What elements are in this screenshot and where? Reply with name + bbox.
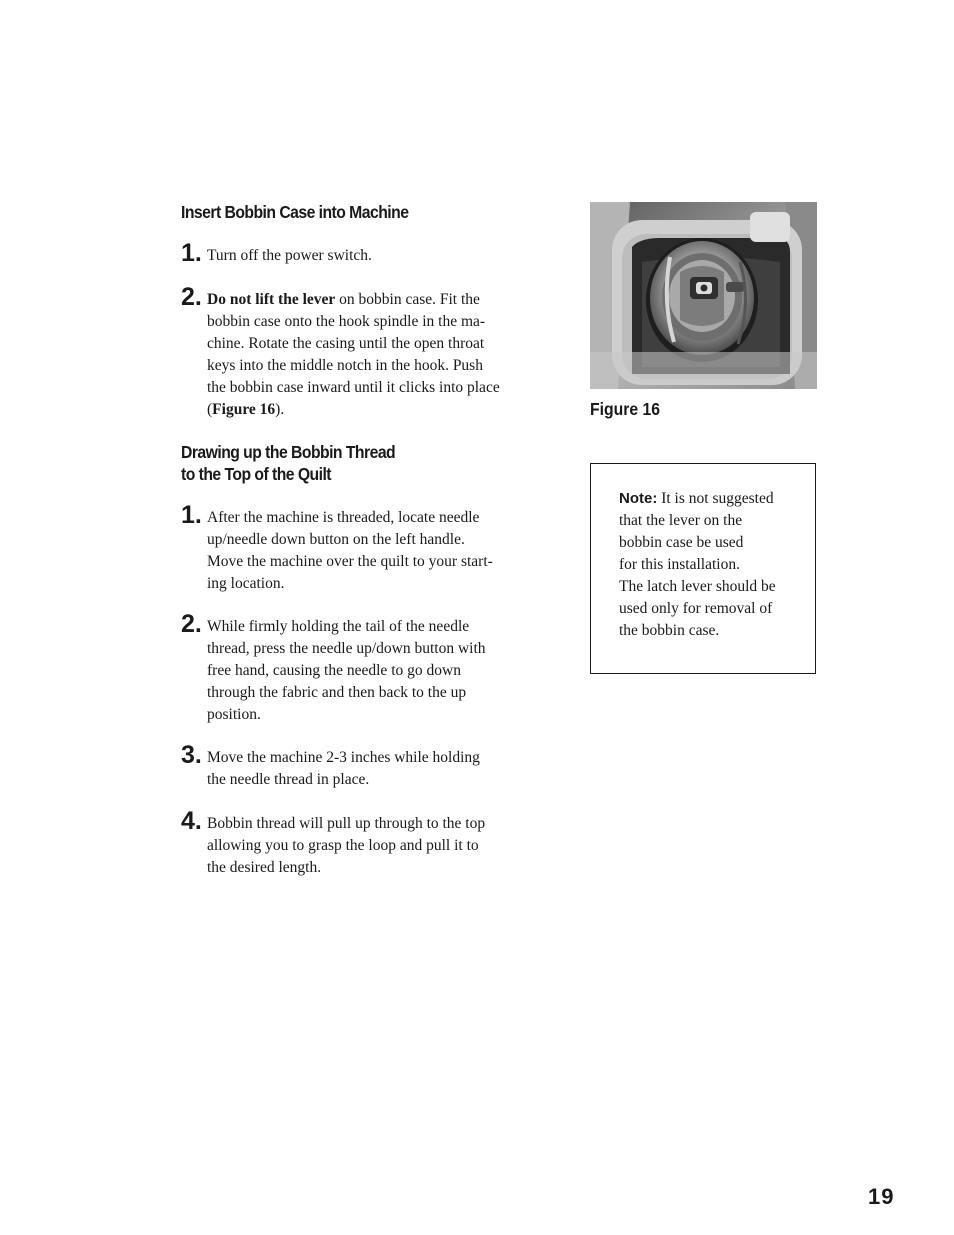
- step-text-line: position.: [207, 706, 261, 723]
- step-1-power: [181, 239, 531, 267]
- step-2-hold-thread: [181, 610, 531, 726]
- step-text-line: Move the machine 2-3 inches while holding: [207, 749, 480, 766]
- step-text-line: keys into the middle notch in the hook. Push: [207, 357, 483, 374]
- figure-reference: Figure 16: [212, 401, 276, 418]
- step-text: Turn off the power switch.: [207, 247, 372, 264]
- step-text-line: chine. Rotate the casing until the open throat: [207, 335, 485, 352]
- step-text-line: thread, press the needle up/down button with: [207, 640, 486, 657]
- step-text-line: the needle thread in place.: [207, 771, 370, 788]
- step-text: [207, 747, 531, 791]
- step-text-line: While firmly holding the tail of the needle: [207, 618, 470, 635]
- section-heading-drawing-bobbin-thread: [181, 441, 395, 485]
- step-text-line: allowing you to grasp the loop and pull it to: [207, 837, 479, 854]
- step-number: 3.: [181, 741, 202, 769]
- bobbin-case-illustration: [590, 202, 817, 389]
- step-text-line: bobbin case onto the hook spindle in the ma-: [207, 313, 486, 330]
- ref-paren: ).: [275, 401, 285, 418]
- step-3-move-machine: [181, 741, 531, 791]
- note-line: used only for removal of: [619, 600, 773, 617]
- ref-paren: (: [207, 401, 213, 418]
- step-1-locate-button: [181, 501, 531, 595]
- step-2-fit-bobbin-case: [181, 283, 531, 421]
- heading-line: to the Top of the Quilt: [181, 464, 332, 484]
- step-text: [207, 813, 531, 879]
- note-line: It is not suggested: [661, 490, 774, 507]
- note-line: bobbin case be used: [619, 534, 744, 551]
- step-text: [207, 507, 531, 595]
- step-text-line: Move the machine over the quilt to your start-: [207, 553, 493, 570]
- step-number: 1.: [181, 501, 202, 529]
- step-text-line: free hand, causing the needle to go down: [207, 662, 461, 679]
- heading-line: Drawing up the Bobbin Thread: [181, 442, 396, 462]
- note-line: the bobbin case.: [619, 622, 720, 639]
- step-text: [207, 289, 531, 421]
- note-line: The latch lever should be: [619, 578, 776, 595]
- step-text-line: After the machine is threaded, locate needle: [207, 509, 480, 526]
- note-line: that the lever on the: [619, 512, 743, 529]
- step-number: 2.: [181, 610, 202, 638]
- step-text-line: on bobbin case. Fit the: [339, 291, 480, 308]
- note-line: for this installation.: [619, 556, 740, 573]
- step-text: [207, 616, 531, 726]
- bold-warning: Do not lift the lever: [207, 291, 336, 308]
- step-number: 4.: [181, 807, 202, 835]
- step-text-line: up/needle down button on the left handle.: [207, 531, 465, 548]
- step-text-line: the desired length.: [207, 859, 322, 876]
- step-number: 1.: [181, 239, 202, 267]
- step-text-line: ing location.: [207, 575, 285, 592]
- figure-16-bobbin-case-photo: [590, 202, 817, 389]
- step-text-line: through the fabric and then back to the up: [207, 684, 467, 701]
- step-4-pull-thread: [181, 807, 531, 879]
- figure-16-caption: Figure 16: [590, 399, 661, 419]
- section-heading-insert-bobbin: Insert Bobbin Case into Machine: [181, 202, 409, 222]
- step-text-line: Bobbin thread will pull up through to the top: [207, 815, 486, 832]
- step-text-line: the bobbin case inward until it clicks into place: [207, 379, 500, 396]
- step-number: 2.: [181, 283, 202, 311]
- note-box: [590, 463, 816, 674]
- note-body: [619, 488, 799, 642]
- page-number: 19: [868, 1184, 895, 1209]
- note-label: Note:: [619, 490, 658, 507]
